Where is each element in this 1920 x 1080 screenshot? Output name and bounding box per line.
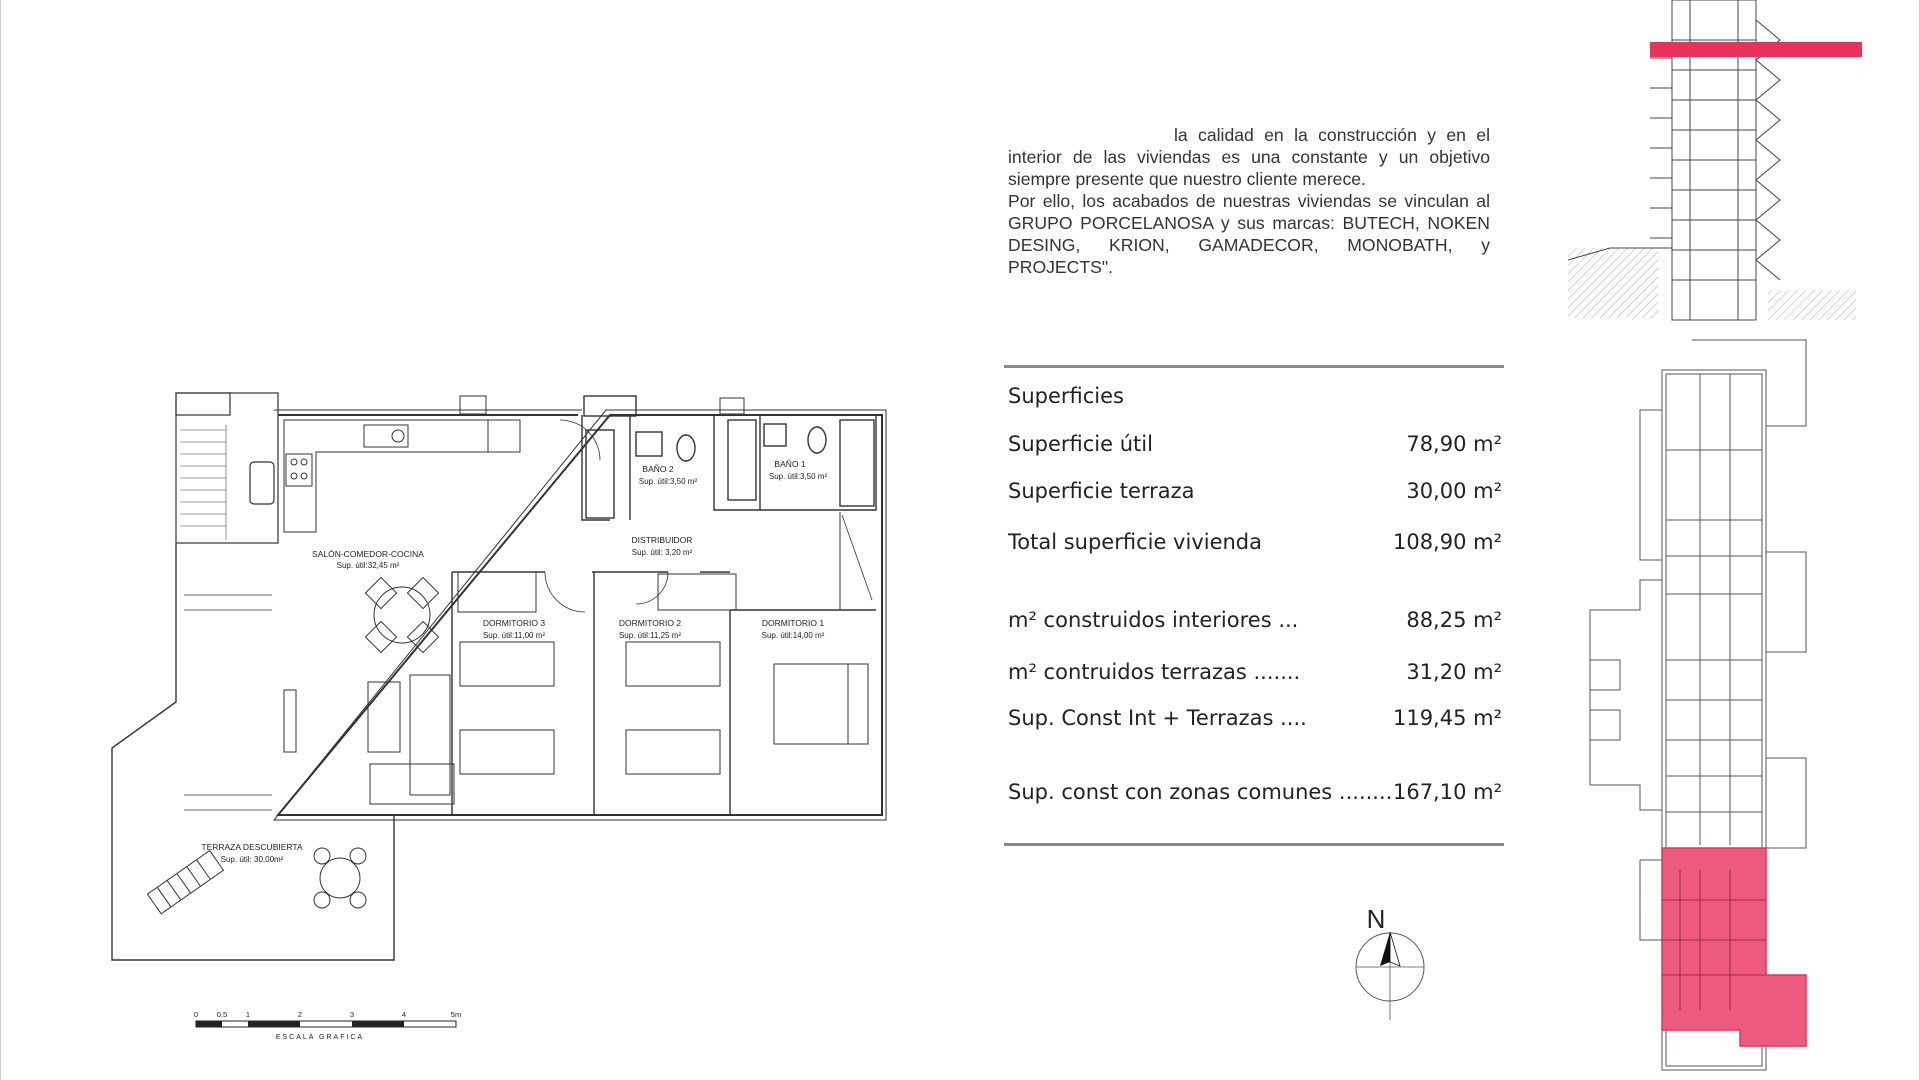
room-name: BAÑO 1	[774, 459, 806, 469]
area-label: Total superficie vivienda	[1008, 530, 1263, 554]
scale-tick: 3	[349, 1010, 355, 1019]
scale-tick: 2	[297, 1010, 303, 1019]
room-area: Sup. útil:3,50 m²	[638, 477, 698, 486]
area-label: Sup. const con zonas comunes ........	[1008, 780, 1393, 804]
scale-tick: 1	[245, 1010, 251, 1019]
intro-line: DESING, KRION, GAMADECOR, MONOBATH, y PROJECTS".	[1008, 235, 1490, 277]
room-name: DORMITORIO 3	[482, 618, 546, 628]
room-name: DORMITORIO 1	[761, 618, 825, 628]
intro-line: Por ello, los acabados de nuestras viviendas se vinculan al	[1008, 191, 1490, 211]
floor-highlight-bar	[1650, 42, 1862, 57]
north-compass	[1356, 904, 1424, 1020]
building-section	[1568, 0, 1862, 320]
intro-line: la calidad en la construcción y en el	[1174, 125, 1490, 145]
stair-block	[176, 393, 278, 543]
area-label: Superficie terraza	[1008, 479, 1195, 503]
area-value: 88,25 m²	[1406, 608, 1502, 632]
sofa	[284, 675, 454, 804]
scale-tick: 0.5	[216, 1010, 228, 1019]
area-label: m² contruidos terrazas .......	[1008, 660, 1301, 684]
scale-tick: 0	[193, 1010, 199, 1019]
room-name: TERRAZA DESCUBIERTA	[201, 842, 303, 852]
kitchen	[284, 396, 744, 532]
scale-tick: 4	[401, 1010, 407, 1019]
area-value: 119,45 m²	[1392, 706, 1502, 730]
room-name: BAÑO 2	[642, 464, 674, 474]
intro-line: interior de las viviendas es una constante y un objetivo	[1008, 147, 1490, 167]
area-value: 31,20 m²	[1406, 660, 1502, 684]
dining-table	[365, 577, 438, 652]
area-value: 30,00 m²	[1406, 479, 1502, 503]
room-name: DORMITORIO 2	[618, 618, 682, 628]
area-value: 167,10 m²	[1392, 780, 1502, 804]
scale-caption: ESCALA GRAFICA	[275, 1034, 365, 1041]
room-name: DISTRIBUIDOR	[631, 535, 693, 545]
room-name: SALÓN-COMEDOR-COCINA	[312, 549, 424, 559]
area-value: 108,90 m²	[1392, 530, 1502, 554]
room-labels	[201, 459, 827, 864]
area-label: Sup. Const Int + Terrazas ....	[1008, 706, 1307, 730]
room-area: Sup. útil:3,50 m²	[768, 472, 828, 481]
scale-tick: 5m	[450, 1010, 462, 1019]
room-area: Sup. útil:14,00 m²	[761, 631, 825, 640]
compass-north-label: N	[1366, 904, 1386, 934]
graphic-scale	[194, 1010, 461, 1041]
area-value: 78,90 m²	[1406, 432, 1502, 456]
area-label: m² construidos interiores ...	[1008, 608, 1299, 632]
areas-heading: Superficies	[1008, 384, 1124, 408]
unit-highlight-area	[1662, 848, 1806, 1046]
intro-line: GRUPO PORCELANOSA y sus marcas: BUTECH, NOKEN	[1008, 213, 1490, 233]
intro-line: siempre presente que nuestro cliente merece.	[1008, 169, 1366, 189]
room-area: Sup. útil: 3,20 m²	[631, 548, 693, 557]
area-label: Superficie útil	[1008, 432, 1153, 456]
room-area: Sup. útil:11,00 m²	[482, 631, 546, 640]
room-area: Sup. útil:32,45 m²	[336, 561, 400, 570]
bedrooms	[452, 512, 876, 815]
room-area: Sup. útil: 30,00m²	[220, 855, 284, 864]
room-area: Sup. útil:11,25 m²	[618, 631, 682, 640]
terrace	[112, 543, 394, 960]
